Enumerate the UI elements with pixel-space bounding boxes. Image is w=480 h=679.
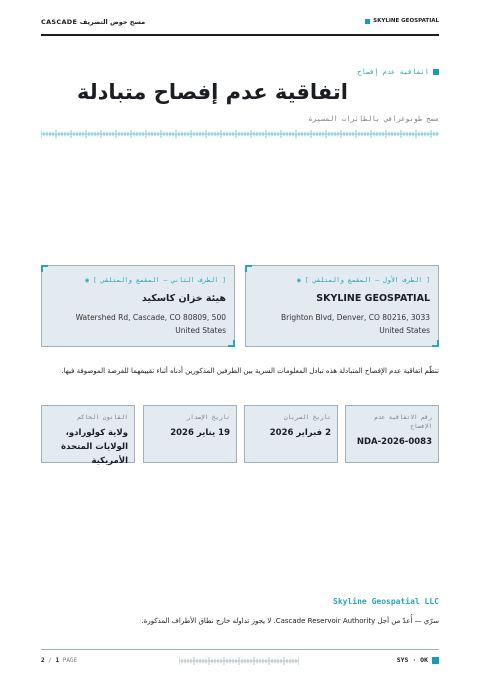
meta-label: تاريخ السريان — [284, 414, 331, 421]
meta-value: ولاية كولورادو، الولايات المتحدة الأمريكية — [61, 428, 128, 466]
party-address: Watershed Rd, Cascade, CO 80809, 500 United States — [75, 313, 226, 335]
company-name: Skyline Geospatial LLC — [333, 597, 439, 606]
intro-paragraph: تنظّم اتفاقية عدم الإفصاح المتبادلة هذه تبادل المعلومات السرية بين الطرفين المذكورين أدناه أثناء تقييمهما للفرصة الموصوفة فيها. — [61, 367, 439, 375]
page-header — [41, 16, 439, 36]
square-icon — [433, 69, 439, 75]
meta-value: 2 فبراير 2026 — [269, 428, 331, 438]
meta-label: تاريخ الإصدار — [186, 414, 230, 421]
ruler-divider — [179, 657, 299, 665]
party-label: [ الطرف الثاني — المقمع والمتلقي ] ◉ — [85, 276, 226, 284]
document-subtitle: مسح طوبوغرافي بالطائرات المسيرة — [308, 115, 439, 123]
party-card-first — [245, 265, 439, 347]
meta-governing-law — [41, 405, 135, 466]
meta-value: 19 يناير 2026 — [170, 428, 230, 438]
ruler-divider — [41, 130, 439, 138]
page-number: 2 / 1 PAGE — [41, 657, 78, 664]
brand-name: SKYLINE GEOSPATIAL — [373, 18, 439, 24]
party-address: Brighton Blvd, Denver, CO 80216, 3033 United States — [281, 313, 430, 335]
meta-label: رقم الاتفاقية عدم الإفصاح — [374, 414, 432, 430]
square-icon — [365, 19, 370, 24]
party-name: SKYLINE GEOSPATIAL — [316, 293, 430, 304]
system-status: SYS · OK — [397, 656, 439, 664]
meta-label: القانون الحاكم — [77, 414, 128, 421]
target-icon: ◉ — [296, 276, 301, 284]
party-card-second — [41, 265, 235, 347]
square-icon — [432, 657, 439, 664]
meta-effective-date — [244, 405, 338, 463]
meta-issue-date — [143, 405, 237, 463]
party-name: هيئة خزان كاسكيد — [141, 293, 226, 304]
document-type-label: اتفاقية عدم إفصاح — [357, 68, 439, 76]
confidentiality-note: سرّي — أُعدّ من أجل Cascade Reservoir Authority. لا يجوز تداوله خارج نطاق الأطراف المذكورة. — [141, 617, 439, 625]
party-label: [ الطرف الأول — المقمع والمتلقي ] ◉ — [296, 276, 430, 284]
page-footer — [41, 649, 439, 667]
target-icon: ◉ — [85, 276, 90, 284]
brand — [365, 18, 439, 24]
meta-agreement-number — [345, 405, 439, 463]
document-title: اتفاقية عدم إفصاح متبادلة — [76, 80, 348, 104]
meta-value: NDA-2026-0083 — [356, 437, 432, 447]
project-name: CASCADE مسح حوض التصريف — [41, 18, 146, 26]
